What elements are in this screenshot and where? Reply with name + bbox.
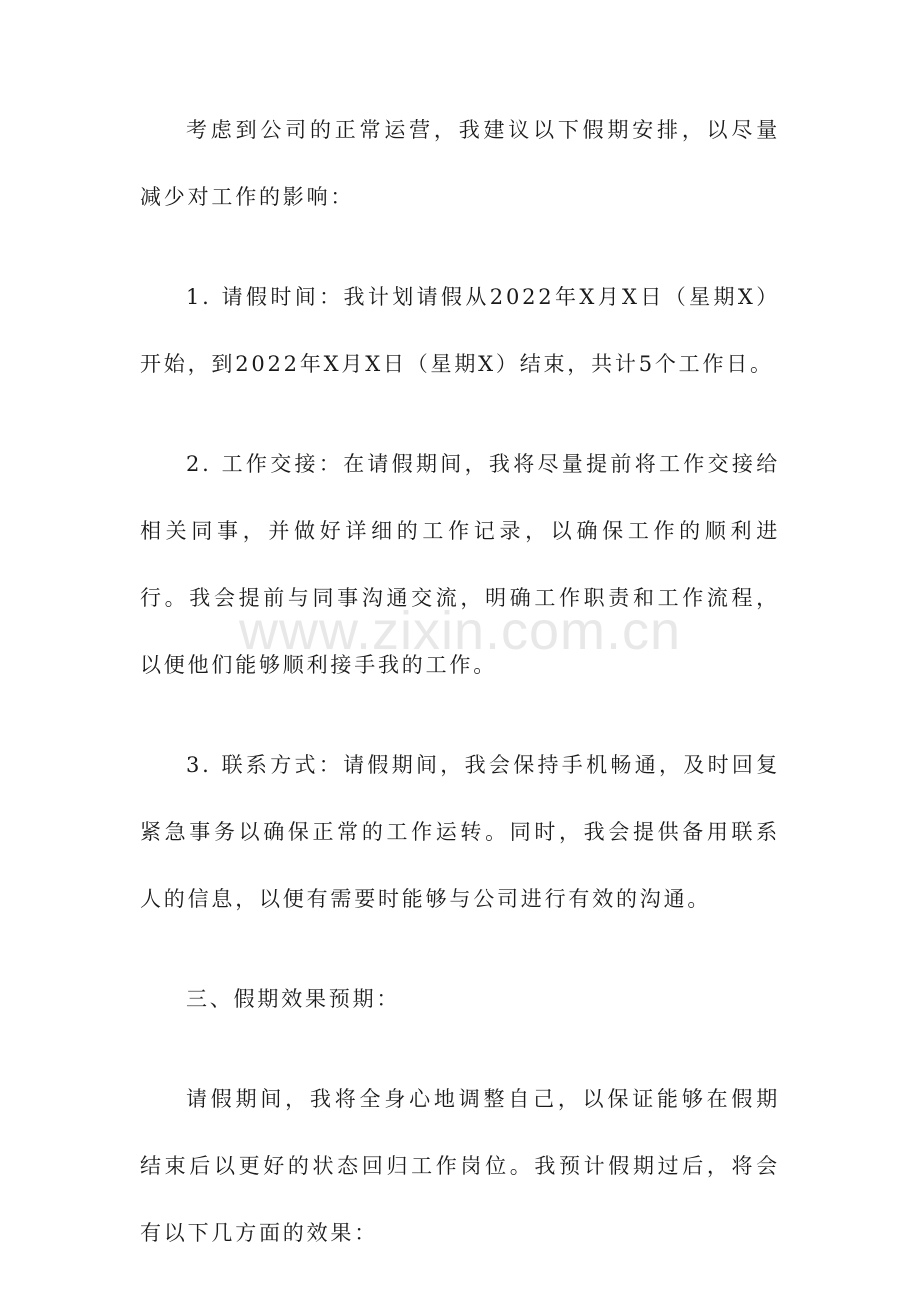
watermark-text: www.zixin.com.cn <box>238 601 682 661</box>
paragraph-intro: 考虑到公司的正常运营，我建议以下假期安排，以尽量减少对工作的影响： <box>140 118 780 209</box>
paragraph-contact: 3. 联系方式：请假期间，我会保持手机畅通，及时回复紧急事务以确保正常的工作运转。同时，我会提供备用联系人的信息，以便有需要时能够与公司进行有效的沟通。 <box>140 753 780 911</box>
document-body <box>140 97 780 1300</box>
paragraph-handover: 2. 工作交接：在请假期间，我将尽量提前将工作交接给相关同事，并做好详细的工作记录，以确保工作的顺利进行。我会提前与同事沟通交流，明确工作职责和工作流程，以便他们能够顺利接手我的工作。 <box>140 452 780 677</box>
paragraph-leave-time: 1. 请假时间：我计划请假从2022年X月X日（星期X）开始，到2022年X月X日（星期X）结束，共计5个工作日。 <box>140 285 780 376</box>
section-heading-expected-effects: 三、假期效果预期： <box>186 987 401 1011</box>
paragraph-expected-effects: 请假期间，我将全身心地调整自己，以保证能够在假期结束后以更好的状态回归工作岗位。我预计假期过后，将会有以下几方面的效果： <box>140 1087 780 1245</box>
